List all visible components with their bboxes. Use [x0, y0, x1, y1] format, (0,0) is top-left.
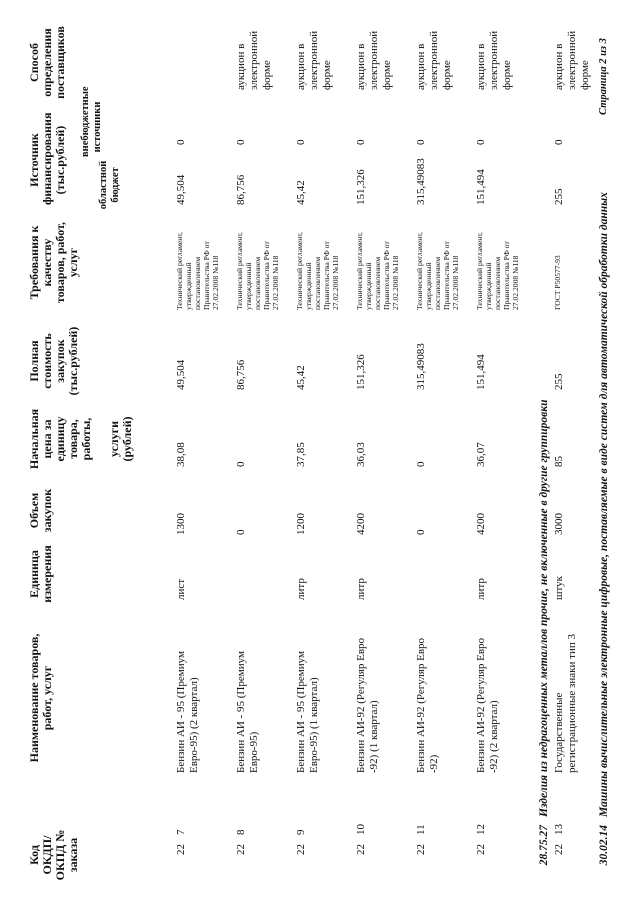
row-name: Бензин АИ-92 (Регуляр Евро -92) (1 квартал) [355, 637, 380, 773]
row-price: 36,03 [355, 442, 367, 467]
row-method: аукцион в электронной форме [415, 30, 453, 90]
row-requirements: Технический регламент, утвержденный постановлением Правительства РФ от 27.02.2008 №118 [475, 232, 520, 310]
row-code: 22 [175, 844, 187, 855]
table-row [235, 25, 295, 885]
row-offbudget: 0 [475, 139, 487, 145]
row-requirements: Технический регламент, утвержденный постановлением Правительства РФ от 27.02.2008 №118 [415, 232, 460, 310]
row-number: 11 [415, 824, 427, 835]
row-unit: литр [295, 578, 307, 600]
row-regional: 45,42 [295, 180, 307, 205]
row-offbudget: 0 [175, 139, 187, 145]
row-price: 0 [415, 461, 427, 467]
row-number: 13 [553, 824, 565, 835]
row-method: аукцион в электронной форме [355, 30, 393, 90]
row-price: 37,85 [295, 442, 307, 467]
row-offbudget: 0 [355, 139, 367, 145]
table-row [355, 25, 415, 885]
row-code: 22 [355, 844, 367, 855]
group-code: 30.02.14 [598, 825, 610, 866]
rotated-page [20, 25, 620, 885]
row-requirements: Технический регламент, утвержденный постановлением Правительства РФ от 27.02.2008 №118 [295, 232, 340, 310]
header-price-suffix: услуги (рублей) [107, 416, 134, 462]
row-volume: 4200 [475, 513, 487, 535]
row-method: аукцион в электронной форме [235, 30, 273, 90]
header-volume: Объем закупок [27, 488, 54, 533]
row-unit: штук [553, 576, 565, 600]
row-offbudget: 0 [553, 139, 565, 145]
row-regional: 151,494 [475, 169, 487, 205]
row-volume: 1300 [175, 513, 187, 535]
row-name: Бензин АИ - 95 (Премиум Евро-95) (2 квартал) [175, 651, 200, 773]
header-unit: Единица измерения [27, 545, 54, 603]
row-total: 49,504 [175, 359, 187, 390]
row-regional: 315,49083 [415, 158, 427, 205]
row-volume: 3000 [553, 513, 565, 535]
row-name: Бензин АИ - 95 (Премиум Евро-95) [235, 651, 260, 773]
row-volume: 0 [235, 529, 247, 535]
row-requirements: Технический регламент, утвержденный постановлением Правительства РФ от 27.02.2008 №118 [355, 232, 400, 310]
row-code: 22 [415, 844, 427, 855]
row-name: Бензин АИ-92 (Регуляр Евро -92) [415, 637, 440, 773]
row-requirements: Технический регламент, утвержденный постановлением Правительства РФ от 27.02.2008 №118 [175, 232, 220, 310]
row-regional: 86,756 [235, 174, 247, 205]
group-title: Машины вычислительные электронные цифровые, поставляемые в виде систем для автоматической обработки данных [598, 192, 610, 817]
row-unit: литр [475, 578, 487, 600]
row-name: Бензин АИ-92 (Регуляр Евро -92) (2 квартал) [475, 637, 500, 773]
row-offbudget: 0 [235, 139, 247, 145]
row-offbudget: 0 [415, 139, 427, 145]
row-volume: 4200 [355, 513, 367, 535]
row-offbudget: 0 [295, 139, 307, 145]
header-price: Начальная цена за единицу товара, работы, [27, 408, 93, 470]
row-regional: 49,504 [175, 174, 187, 205]
table-row [475, 25, 535, 885]
row-method: аукцион в электронной форме [475, 30, 513, 90]
page-number: Страница 2 из 3 [598, 38, 609, 115]
row-total: 315,49083 [415, 343, 427, 390]
header-funding: Источник финансирования (тыс.рублей) [27, 112, 67, 205]
row-regional: 151,326 [355, 169, 367, 205]
table-row [175, 25, 235, 885]
row-unit: литр [355, 578, 367, 600]
row-regional: 255 [553, 188, 565, 205]
row-code: 22 [235, 844, 247, 855]
row-price: 85 [553, 456, 565, 467]
row-code: 22 [295, 844, 307, 855]
row-code: 22 [553, 844, 565, 855]
row-unit: лист [175, 578, 187, 600]
row-volume: 1200 [295, 513, 307, 535]
row-method: аукцион в электронной форме [295, 30, 333, 90]
row-price: 36,07 [475, 442, 487, 467]
row-number: 10 [355, 824, 367, 835]
row-name: Бензин АИ - 95 (Премиум Евро-95) (1 квартал) [295, 651, 320, 773]
row-requirements: ГОСТ Р50577-93 [553, 255, 562, 310]
row-number: 8 [235, 829, 247, 835]
row-total: 86,756 [235, 359, 247, 390]
row-total: 255 [553, 373, 565, 390]
header-funding-offbudget: внебюджетные источники [80, 86, 103, 157]
row-name: Государственные регистрационные знаки тип 3 [553, 634, 578, 773]
header-total: Полная стоимость закупок (тыс.рублей) [27, 326, 80, 396]
row-number: 7 [175, 829, 187, 835]
header-code: Код ОКДП/ ОКПД № заказа [27, 829, 80, 881]
table-row [553, 25, 591, 885]
table-row [295, 25, 355, 885]
header-name: Наименование товаров, работ, услуг [27, 633, 54, 763]
row-number: 9 [295, 829, 307, 835]
row-code: 22 [475, 844, 487, 855]
row-price: 38,08 [175, 442, 187, 467]
header-funding-regional: областной бюджет [98, 160, 121, 210]
row-total: 151,494 [475, 354, 487, 390]
header-requirements: Требования к качеству товаров, работ, услуг [27, 221, 80, 304]
table-row [415, 25, 475, 885]
group-title: Изделия из недрагоценных металлов прочие, не включенные в другие группировки [538, 399, 550, 817]
row-price: 0 [235, 461, 247, 467]
row-volume: 0 [415, 529, 427, 535]
row-number: 12 [475, 824, 487, 835]
row-total: 45,42 [295, 365, 307, 390]
row-total: 151,326 [355, 354, 367, 390]
row-requirements: Технический регламент, утвержденный постановлением Правительства РФ от 27.02.2008 №118 [235, 232, 280, 310]
header-method: Способ определения поставщиков [27, 26, 67, 99]
row-method: аукцион в электронной форме [553, 30, 591, 90]
group-code: 28.75.27 [538, 825, 550, 866]
